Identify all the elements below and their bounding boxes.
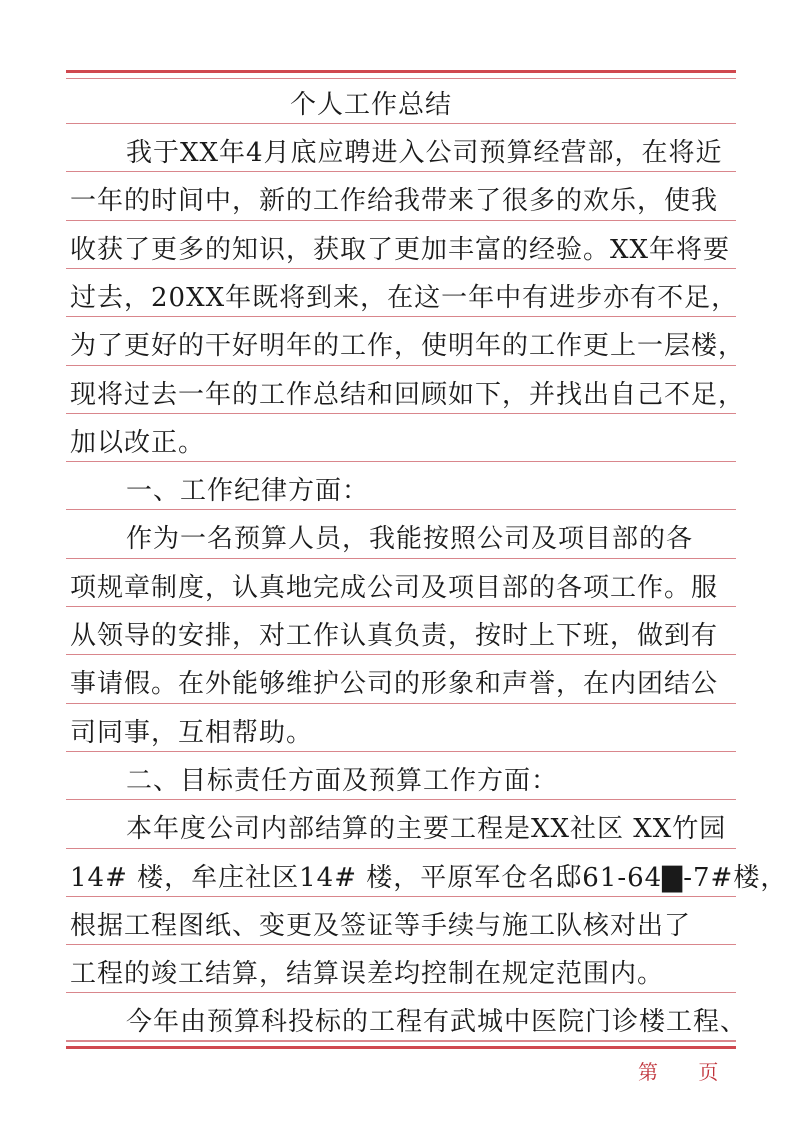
top-border-thin xyxy=(66,78,736,79)
top-border-thick xyxy=(66,70,736,73)
text-line: 一年的时间中，新的工作给我带来了很多的欢乐，使我 xyxy=(70,186,719,217)
page-prefix: 第 xyxy=(638,1060,658,1084)
bottom-border-thick xyxy=(66,1046,736,1049)
text-line: 收获了更多的知识，获取了更加丰富的经验。XX年将要 xyxy=(70,234,731,265)
text-line: 作为一名预算人员，我能按照公司及项目部的各 xyxy=(126,524,694,555)
ruled-line xyxy=(66,123,736,124)
bottom-border-thin xyxy=(66,1040,736,1041)
text-line: 过去，20XX年既将到来，在这一年中有进步亦有不足， xyxy=(70,282,739,313)
page-suffix: 页 xyxy=(698,1060,719,1084)
text-line: 二、目标责任方面及预算工作方面： xyxy=(126,765,559,796)
text-line: 司同事，互相帮助。 xyxy=(70,717,314,748)
text-line: 为了更好的干好明年的工作，使明年的工作更上一层楼， xyxy=(70,331,746,362)
text-line: 现将过去一年的工作总结和回顾如下，并找出自己不足， xyxy=(70,379,746,410)
text-line: 加以改正。 xyxy=(70,427,206,458)
text-line: 事请假。在外能够维护公司的形象和声誉，在内团结公 xyxy=(70,669,719,700)
page-number-footer xyxy=(638,1056,752,1085)
text-line: 今年由预算科投标的工程有武城中医院门诊楼工程、 xyxy=(126,1007,748,1038)
text-line: 我于XX年4月底应聘进入公司预算经营部，在将近 xyxy=(126,138,723,168)
text-line: 工程的竣工结算，结算误差均控制在规定范围内。 xyxy=(70,959,665,990)
text-line: 一、工作纪律方面： xyxy=(126,476,370,507)
text-line: 从领导的安排，对工作认真负责，按时上下班，做到有 xyxy=(70,621,719,651)
text-line: 项规章制度，认真地完成公司及项目部的各项工作。服 xyxy=(70,572,719,603)
text-line: 根据工程图纸、变更及签证等手续与施工队核对出了 xyxy=(70,910,692,941)
text-line: 14# 楼，牟庄社区14# 楼，平原军仓名邸61-64▇-7#楼， xyxy=(70,862,788,893)
text-line: 本年度公司内部结算的主要工程是XX社区 XX竹园 xyxy=(126,814,727,845)
document-title: 个人工作总结 xyxy=(290,90,453,120)
